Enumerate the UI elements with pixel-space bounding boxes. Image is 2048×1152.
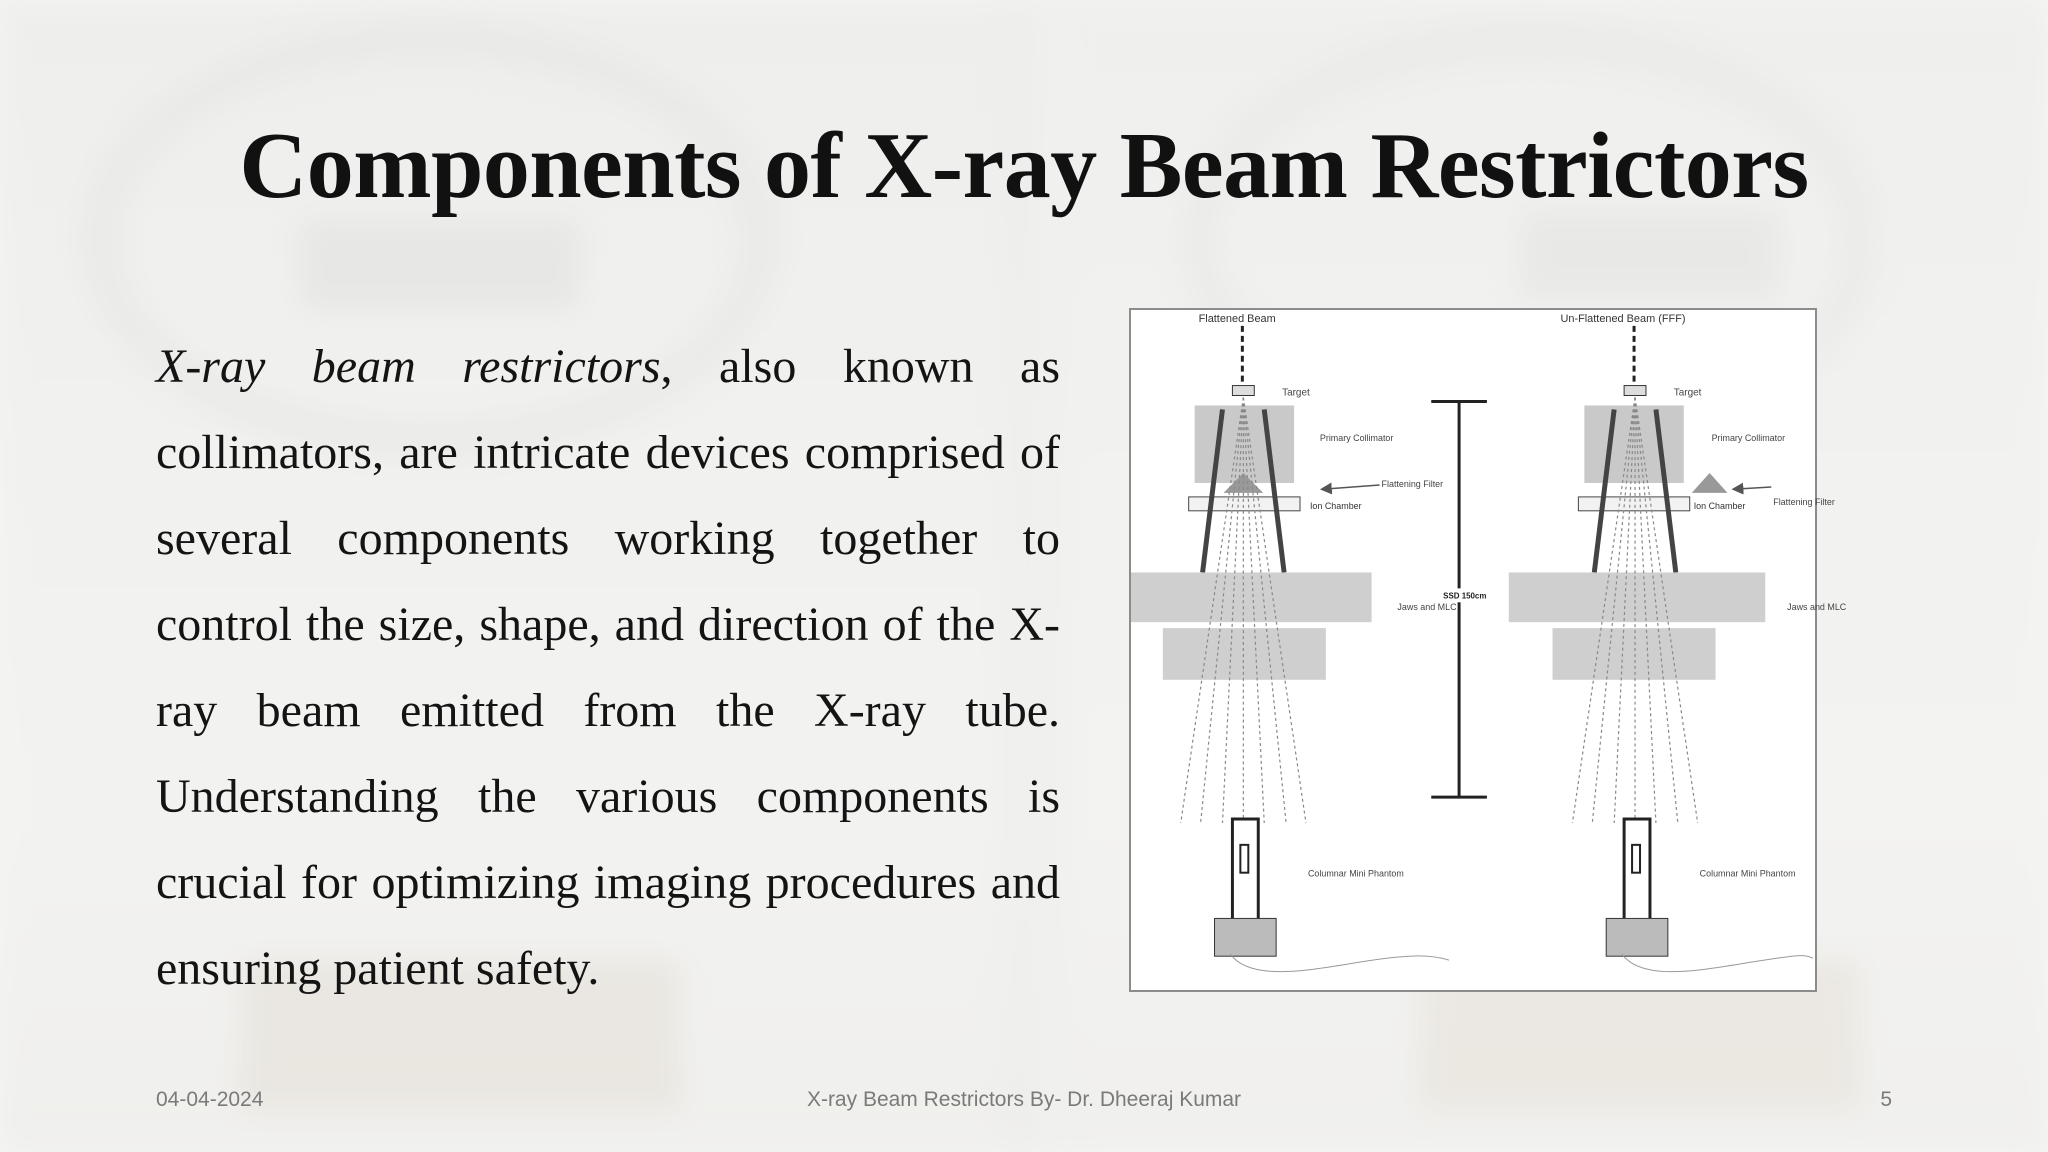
right-ion-chamber-label: Ion Chamber (1693, 500, 1746, 511)
left-primary-collimator-label: Primary Collimator (1319, 433, 1394, 444)
right-primary-collimator-label: Primary Collimator (1711, 433, 1786, 444)
right-target-label: Target (1673, 387, 1702, 399)
right-jaws-mlc-label: Jaws and MLC (1787, 602, 1847, 613)
body-italic-term: X-ray beam restrictors (156, 340, 661, 393)
body-paragraph (156, 324, 1060, 1012)
distance-label: SSD 150cm (1443, 591, 1487, 601)
left-jaws-mlc-label: Jaws and MLC (1397, 602, 1457, 613)
right-beam-schematic (1509, 313, 1847, 972)
right-flattening-filter-label: Flattening Filter (1773, 496, 1835, 507)
right-heading: Un-Flattened Beam (FFF) (1560, 312, 1686, 325)
left-phantom-label: Columnar Mini Phantom (1307, 868, 1404, 879)
collimator-diagram (1129, 308, 1847, 992)
left-target-label: Target (1282, 387, 1310, 399)
footer-page-number: 5 (1880, 1088, 1892, 1111)
footer-title: X-ray Beam Restrictors By- Dr. Dheeraj Kumar (806, 1088, 1242, 1111)
left-heading: Flattened Beam (1198, 312, 1276, 325)
left-ion-chamber-label: Ion Chamber (1309, 500, 1362, 511)
footer-date: 04-04-2024 (156, 1088, 264, 1111)
slide-title: Components of X-ray Beam Restrictors (239, 114, 1809, 218)
body-text-rest: , also known as collimators, are intricate devices comprised of several components working together to control the size, shape, and direction of the X-ray beam emitted from the X-ray tube. Understanding the various components is crucial for optimizing imaging procedures and ensuring patient safety. (156, 340, 1061, 995)
left-flattening-filter-label: Flattening Filter (1381, 478, 1444, 489)
right-phantom-label: Columnar Mini Phantom (1699, 868, 1796, 879)
left-beam-schematic (1131, 313, 1457, 972)
distance-marker (1431, 401, 1487, 797)
